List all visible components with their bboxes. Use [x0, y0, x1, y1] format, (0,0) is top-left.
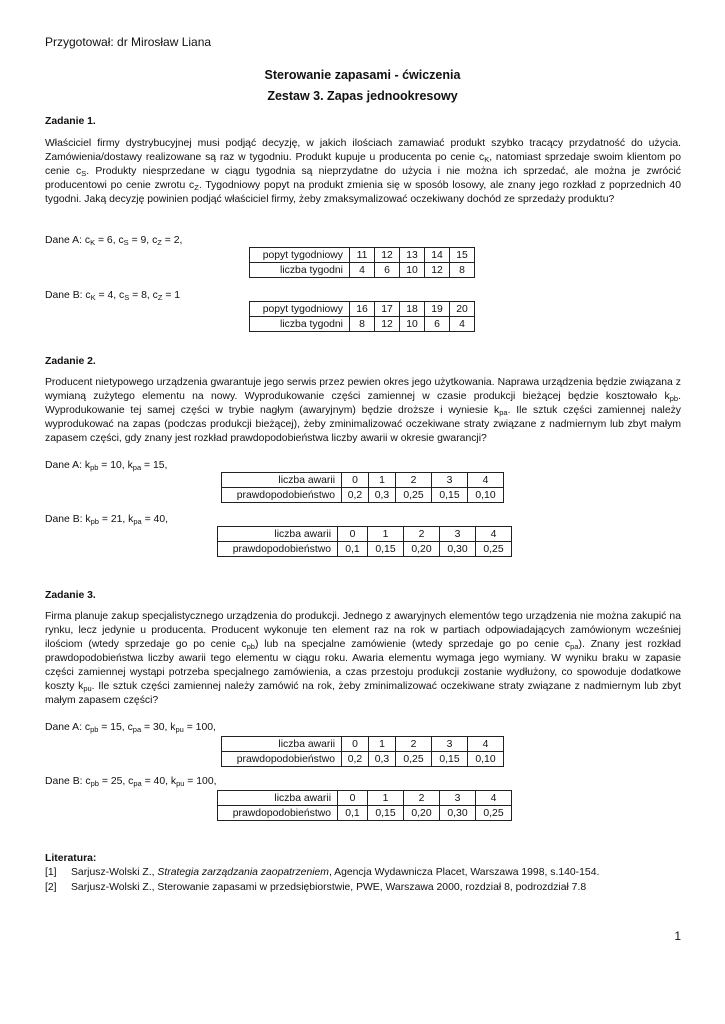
document-subtitle: Zestaw 3. Zapas jednookresowy	[267, 89, 458, 103]
table-cell: 3	[440, 791, 476, 806]
table-cell: 0,1	[338, 542, 368, 557]
literature-number: [1]	[45, 867, 57, 878]
table-cell: 0,30	[440, 806, 476, 821]
table-cell: 14	[425, 248, 450, 263]
table-row	[250, 248, 475, 263]
table-cell: 0,30	[440, 542, 476, 557]
task2-text: Producent nietypowego urządzenia gwarantuje jego serwis przez pewien okres jego użytkowania. Naprawa urządzenia będzie związana z wymianą zużytego elementu na nowy. Wyprodukowanie części zamiennej w czasie produkcji bieżącej będzie kosztowało $k_{pb}$. Wyprodukowanie tej samej części w trybie nagłym (awaryjnym) będzie droższe i wyniesie $k_{pa}$. Ile sztuk części zamiennej należy wyprodukować na zapas (podczas produkcji bieżącej), żeby zminimalizować oczekiwane straty związane z nadmiernym lub zbyt małym zapasem części, gdy znany jest rozkład prawdopodobieństwa liczby awarii w okresie gwarancji?	[45, 377, 682, 444]
table-cell: 8	[450, 263, 475, 278]
table-cell: 0	[338, 791, 368, 806]
task1-heading: Zadanie 1.	[45, 116, 96, 127]
literature-item: [1] Sarjusz-Wolski Z., Strategia zarządzania zaopatrzeniem, Agencja Wydawnicza Placet, Warszawa 1998, s.140-154.	[45, 867, 600, 878]
table-cell: 4	[350, 263, 375, 278]
table-cell: 17	[375, 302, 400, 317]
table-row	[218, 806, 512, 821]
table-cell: 0,2	[342, 488, 369, 503]
table-cell: 0	[342, 737, 369, 752]
table-cell: 0,3	[369, 752, 396, 767]
table-cell: 15	[450, 248, 475, 263]
table-cell: 2	[404, 791, 440, 806]
row-label: popyt tygodniowy	[250, 248, 350, 263]
table-cell: 0,25	[396, 752, 432, 767]
table-cell: 2	[404, 527, 440, 542]
task2-table-a	[221, 472, 504, 503]
table-cell: 0,2	[342, 752, 369, 767]
task3-data-b: Dane B: $c_{pb} = 25$, $c_{pa} = 40$, $k_{pu} = 100$,	[45, 776, 217, 788]
literature-heading: Literatura:	[45, 853, 97, 864]
table-row	[250, 317, 475, 332]
row-label: prawdopodobieństwo	[218, 806, 338, 821]
table-cell: 10	[400, 317, 425, 332]
literature-item: [2] Sarjusz-Wolski Z., Sterowanie zapasami w przedsiębiorstwie, PWE, Warszawa 2000, rozdział 8, podrozdział 7.8	[45, 882, 587, 893]
task2-heading: Zadanie 2.	[45, 356, 96, 367]
table-cell: 0,15	[432, 752, 468, 767]
table-cell: 4	[450, 317, 475, 332]
task3-heading: Zadanie 3.	[45, 590, 96, 601]
task1-data-b: Dane B: $c_K = 4$, $c_S = 8$, $c_Z = 1$	[45, 290, 181, 302]
table-cell: 4	[468, 473, 504, 488]
table-cell: 0,20	[404, 806, 440, 821]
table-cell: 16	[350, 302, 375, 317]
table-cell: 2	[396, 473, 432, 488]
task3-table-a	[221, 736, 504, 767]
row-label: prawdopodobieństwo	[218, 542, 338, 557]
table-row	[222, 473, 504, 488]
table-cell: 11	[350, 248, 375, 263]
table-cell: 3	[432, 737, 468, 752]
table-cell: 2	[396, 737, 432, 752]
table-cell: 0,15	[368, 542, 404, 557]
table-cell: 3	[432, 473, 468, 488]
table-row	[218, 791, 512, 806]
row-label: liczba tygodni	[250, 317, 350, 332]
table-cell: 1	[369, 473, 396, 488]
document-title: Sterowanie zapasami - ćwiczenia	[264, 68, 461, 82]
task1-text: Właściciel firmy dystrybucyjnej musi podjąć decyzję, w jakich ilościach zamawiać produkt szybko tracący przydatność do użycia. Zamówienia/dostawy realizowane są raz w tygodniu. Produkt kupuje u producenta po cenie $c_K$, natomiast sprzedaje swoim klientom po cenie $c_S$. Produkty niesprzedane w ciągu tygodnia są nieprzydatne do użycia i nie można ich sprzedać, ale można je zwrócić producentowi po cenie zwrotu $c_Z$. Tygodniowy popyt na produkt zmienia się w sposób losowy, ale znany jego rozkład z poprzednich 40 tygodni. Jaką decyzję powinien podjąć właściciel firmy, żeby zmaksymalizować oczekiwany dochód ze sprzedaży produktu?	[45, 138, 681, 205]
row-label: popyt tygodniowy	[250, 302, 350, 317]
table-cell: 0,15	[432, 488, 468, 503]
literature-number: [2]	[45, 882, 57, 893]
table-cell: 0,10	[468, 488, 504, 503]
table-row	[222, 752, 504, 767]
table-cell: 0	[338, 527, 368, 542]
task3-table-b	[217, 790, 512, 821]
task1-data-a: Dane A: $c_K = 6$, $c_S = 9$, $c_Z = 2$,	[45, 235, 183, 247]
task1-table-b	[249, 301, 475, 332]
row-label: liczba tygodni	[250, 263, 350, 278]
table-cell: 12	[375, 248, 400, 263]
row-label: liczba awarii	[222, 737, 342, 752]
table-cell: 0,3	[369, 488, 396, 503]
table-cell: 8	[350, 317, 375, 332]
table-cell: 4	[476, 527, 512, 542]
table-cell: 0,25	[396, 488, 432, 503]
table-row	[218, 542, 512, 557]
table-cell: 13	[400, 248, 425, 263]
table-cell: 0,1	[338, 806, 368, 821]
table-cell: 18	[400, 302, 425, 317]
table-row	[250, 302, 475, 317]
task3-data-a: Dane A: $c_{pb} = 15$, $c_{pa} = 30$, $k_{pu} = 100$,	[45, 722, 216, 734]
table-cell: 4	[468, 737, 504, 752]
row-label: prawdopodobieństwo	[222, 752, 342, 767]
table-cell: 0,25	[476, 806, 512, 821]
row-label: prawdopodobieństwo	[222, 488, 342, 503]
table-cell: 12	[425, 263, 450, 278]
row-label: liczba awarii	[218, 791, 338, 806]
table-cell: 6	[425, 317, 450, 332]
table-cell: 3	[440, 527, 476, 542]
table-row	[222, 737, 504, 752]
table-cell: 0,20	[404, 542, 440, 557]
table-cell: 4	[476, 791, 512, 806]
row-label: liczba awarii	[222, 473, 342, 488]
table-cell: 0,10	[468, 752, 504, 767]
table-cell: 10	[400, 263, 425, 278]
task2-data-a: Dane A: $k_{pb} = 10$, $k_{pa} = 15$,	[45, 460, 168, 472]
table-cell: 12	[375, 317, 400, 332]
table-cell: 0,15	[368, 806, 404, 821]
table-cell: 20	[450, 302, 475, 317]
table-row	[222, 488, 504, 503]
author-header: Przygotował: dr Mirosław Liana	[45, 35, 212, 49]
table-cell: 1	[368, 527, 404, 542]
task2-table-b	[217, 526, 512, 557]
task3-text: Firma planuje zakup specjalistycznego urządzenia do produkcji. Jednego z awaryjnych elementów tego urządzenia nie można zakupić na rynku, lecz jedynie u producenta. Producent wykonuje ten element raz na rok w partiach odpowiadających zamówionym wcześniej ilościom (wtedy sprzedaje go po cenie $c_{pb}$) lub na specjalne zamówienie (wtedy sprzedaje go po cenie $c_{pa}$). Znany jest rozkład prawdopodobieństwa liczby awarii tego elementu w ciągu roku. Awaria elementu wymaga jego wymiany. W wyniku braku w zapasie części zamiennej wystąpi potrzeba specjalnego zamówienia, a czas przestoju produkcji zostanie wydłużony, co spowoduje dodatkowe koszty $k_{pu}$. Ile sztuk części zamiennej należy zamówić na rok, żeby zminimalizować oczekiwane straty związane z nadmiernym lub zbyt małym zapasem części?	[45, 611, 681, 706]
table-cell: 19	[425, 302, 450, 317]
table-cell: 0,25	[476, 542, 512, 557]
row-label: liczba awarii	[218, 527, 338, 542]
task2-data-b: Dane B: $k_{pb} = 21$, $k_{pa} = 40$,	[45, 514, 168, 526]
page-number: 1	[674, 929, 681, 943]
table-cell: 0	[342, 473, 369, 488]
table-row	[218, 527, 512, 542]
table-cell: 1	[368, 791, 404, 806]
table-row	[250, 263, 475, 278]
table-cell: 6	[375, 263, 400, 278]
task1-table-a	[249, 247, 475, 278]
table-cell: 1	[369, 737, 396, 752]
